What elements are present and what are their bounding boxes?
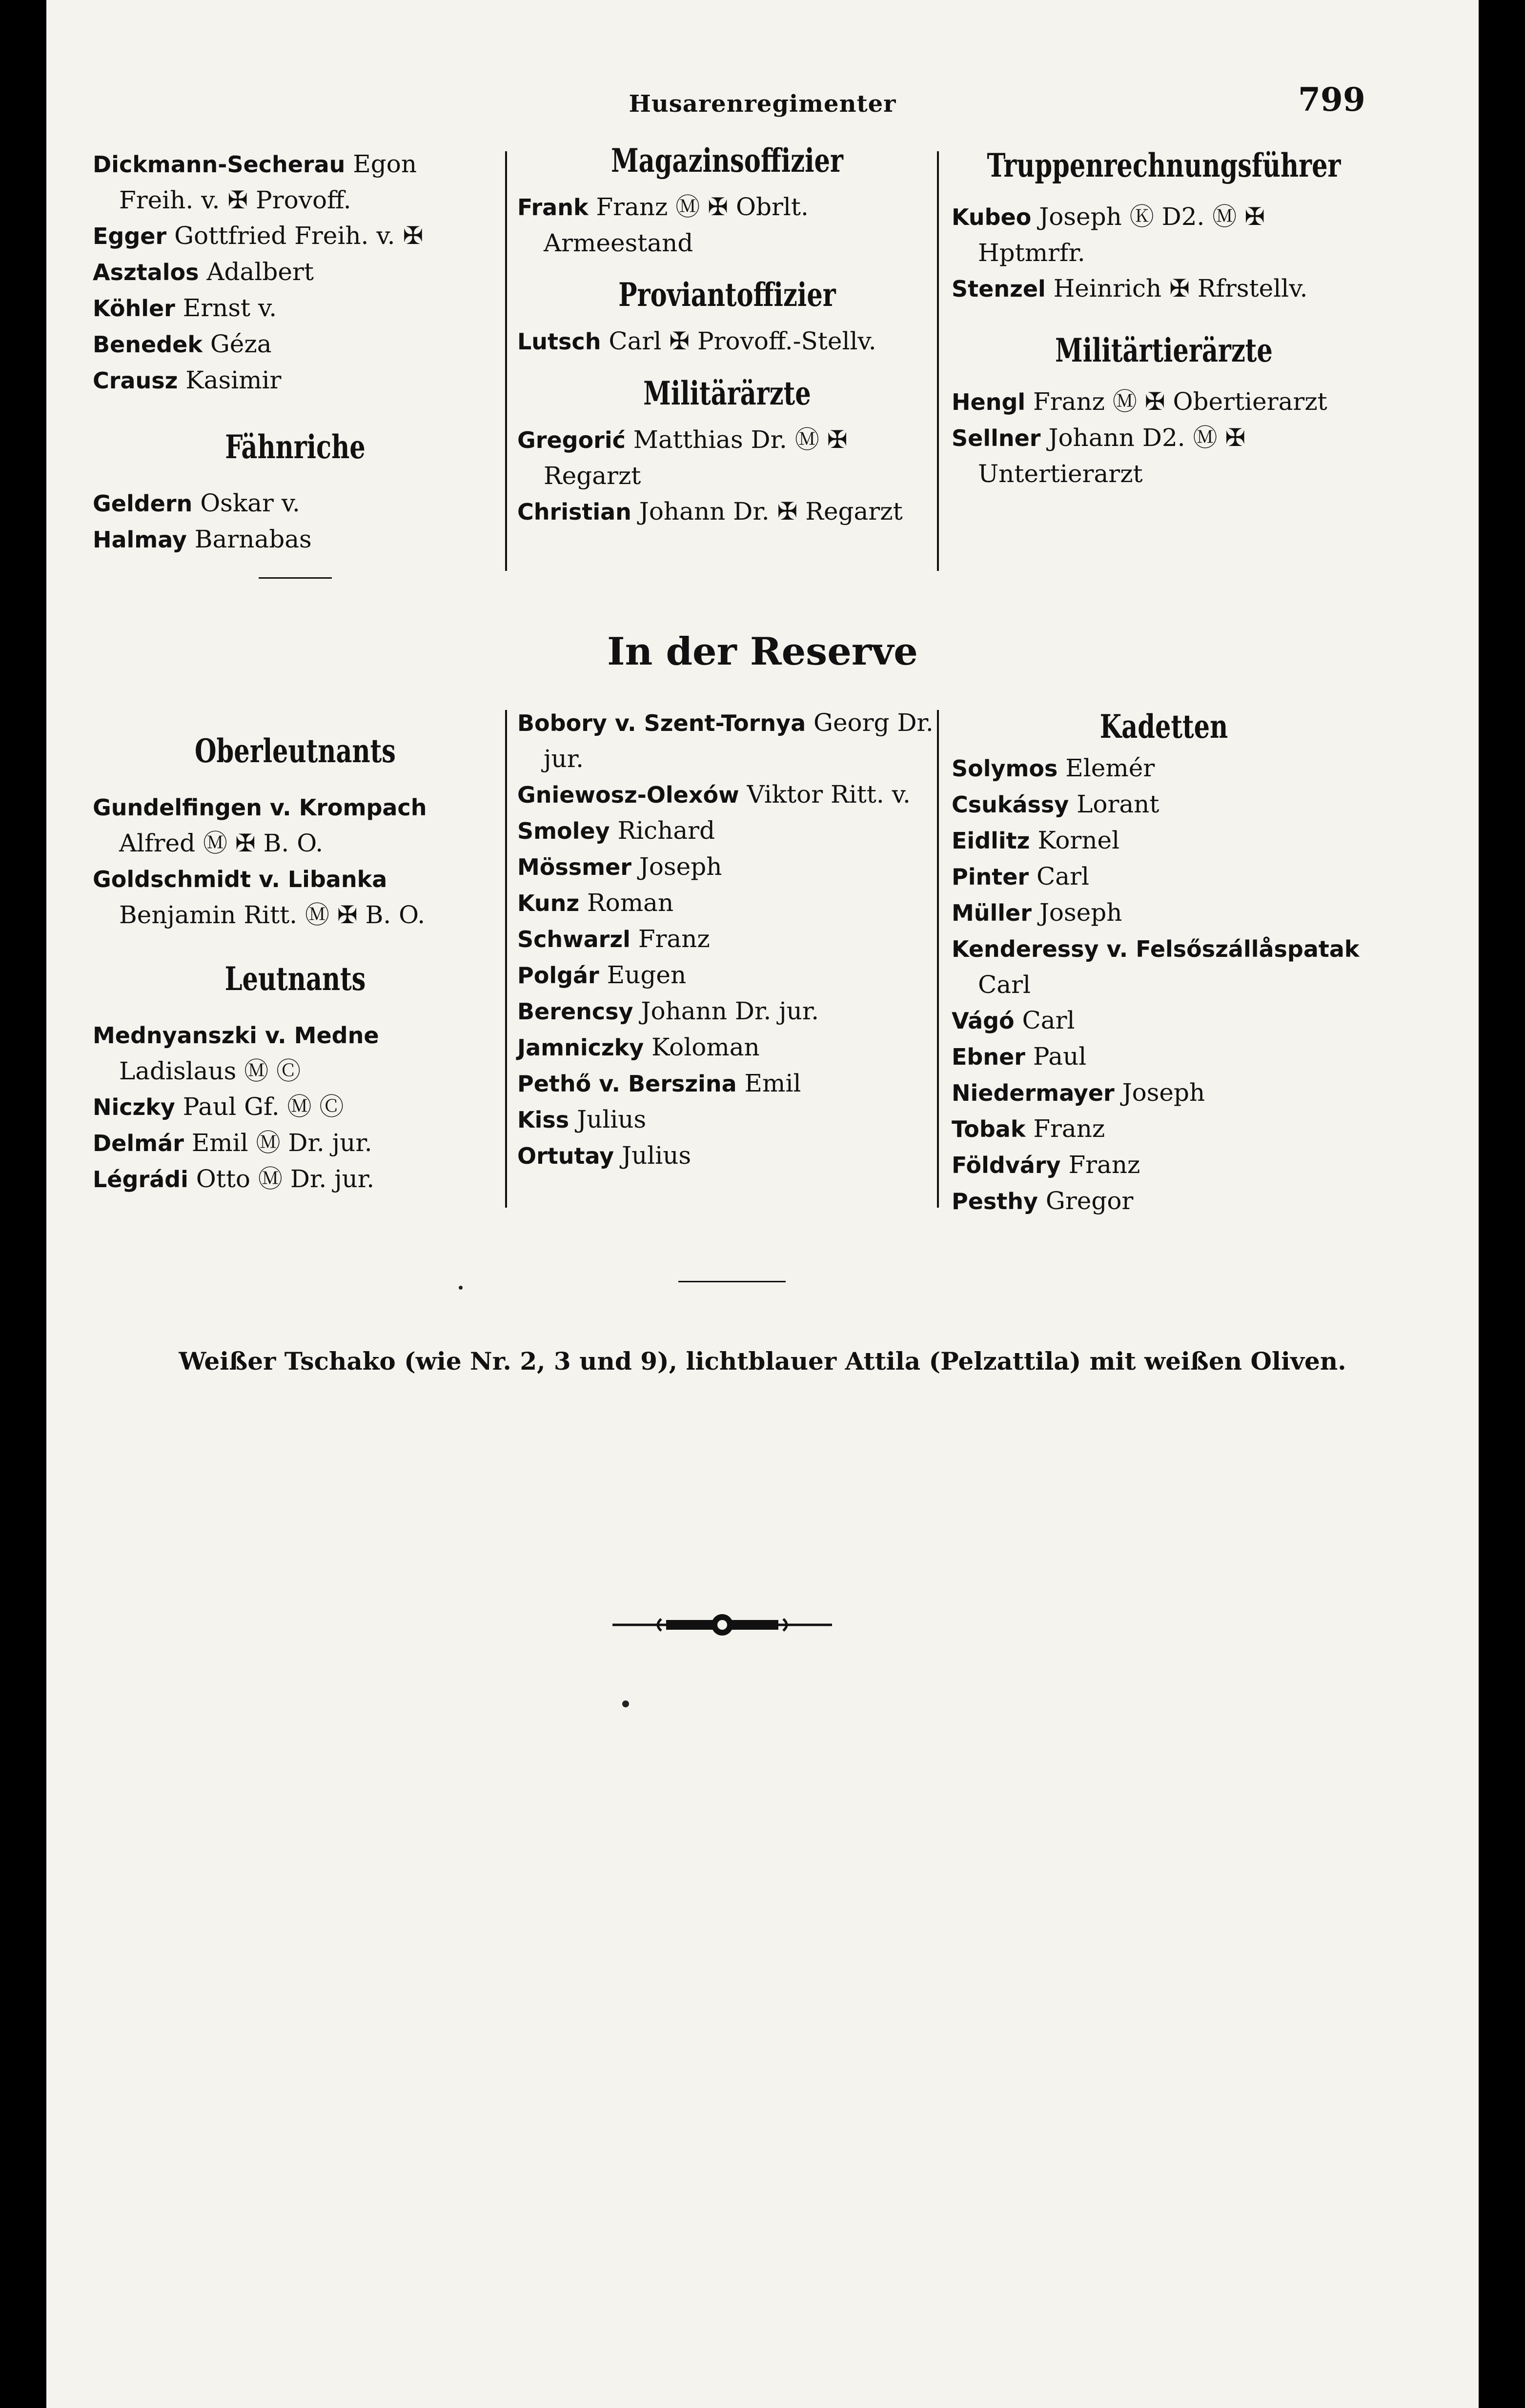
surname: Bobory v. Szent-Tornya xyxy=(517,710,806,736)
entry-details: Matthias Dr. Ⓜ ✠ Regarzt xyxy=(544,425,848,490)
entries-list xyxy=(93,146,498,399)
heading-proviantoffizier: Proviantoffizier xyxy=(618,276,836,314)
leutnants-list xyxy=(93,1017,498,1197)
list-item xyxy=(517,1066,937,1102)
entry-details: Gottfried Freih. v. ✠ xyxy=(166,222,424,250)
reserve-officers-list xyxy=(517,705,937,1174)
list-item xyxy=(517,705,937,777)
surname: Mednyanszki v. Medne xyxy=(93,1022,379,1049)
entry-details: Franz xyxy=(1025,1114,1105,1143)
magazin-list xyxy=(517,189,937,261)
entry-details: Julius xyxy=(614,1141,691,1170)
list-item xyxy=(93,326,498,363)
entry-details: Emil xyxy=(736,1069,801,1097)
entry-details: Alfred Ⓜ ✠ B. O. xyxy=(119,829,324,857)
surname: Smoley xyxy=(517,818,610,844)
list-item xyxy=(517,813,937,849)
column-divider xyxy=(937,151,939,571)
entry-details: Georg Dr. jur. xyxy=(544,708,934,773)
surname: Delmár xyxy=(93,1130,184,1156)
surname: Ortutay xyxy=(517,1143,614,1169)
list-item xyxy=(952,823,1376,859)
surname: Schwarzl xyxy=(517,926,630,952)
surname: Köhler xyxy=(93,295,175,322)
surname: Solymos xyxy=(952,755,1058,782)
list-item xyxy=(517,993,937,1030)
truppen-list xyxy=(952,199,1376,307)
list-item xyxy=(952,1147,1376,1183)
entry-details: Joseph Ⓚ D2. Ⓜ ✠ Hptmrfr. xyxy=(978,202,1265,267)
entry-details: Johann Dr. jur. xyxy=(633,997,819,1025)
list-item xyxy=(93,1017,498,1089)
surname: Müller xyxy=(952,900,1032,926)
surname: Frank xyxy=(517,194,589,221)
entry-details: Roman xyxy=(579,889,674,917)
surname: Asztalos xyxy=(93,259,199,285)
surname: Kenderessy v. Felsőszállåspatak xyxy=(952,936,1360,962)
list-item xyxy=(93,522,498,558)
faehnriche-list xyxy=(93,486,498,558)
list-item xyxy=(952,787,1376,823)
surname: Kubeo xyxy=(952,204,1032,230)
entry-details: Kasimir xyxy=(178,366,282,394)
surname: Niczky xyxy=(93,1094,175,1120)
entry-details: Paul xyxy=(1025,1042,1087,1071)
list-item xyxy=(517,777,937,813)
entry-details: Joseph xyxy=(631,852,722,881)
surname: Tobak xyxy=(952,1116,1026,1142)
entry-details: Barnabas xyxy=(186,525,312,553)
list-item xyxy=(952,1039,1376,1075)
surname: Csukássy xyxy=(952,791,1069,818)
surname: Gniewosz-Olexów xyxy=(517,782,739,808)
surname: Berencsy xyxy=(517,998,633,1025)
entry-details: Egon Freih. v. ✠ Provoff. xyxy=(119,150,417,214)
list-item xyxy=(517,422,937,494)
column-divider xyxy=(505,151,507,571)
entry-details: Benjamin Ritt. Ⓜ ✠ B. O. xyxy=(119,901,426,929)
list-item xyxy=(952,750,1376,787)
surname: Stenzel xyxy=(952,276,1046,302)
uniform-footnote: Weißer Tschako (wie Nr. 2, 3 und 9), lichtblauer Attila (Pelzattila) mit weißen Oliven. xyxy=(179,1347,1346,1376)
list-item xyxy=(517,1030,937,1066)
entry-details: Elemér xyxy=(1057,754,1155,782)
list-item xyxy=(952,1111,1376,1147)
list-item xyxy=(952,384,1376,420)
list-item xyxy=(93,146,498,218)
entry-details: Otto Ⓜ Dr. jur. xyxy=(188,1165,375,1193)
list-item xyxy=(93,1089,498,1125)
entry-details: Carl xyxy=(1014,1006,1075,1034)
list-item xyxy=(952,859,1376,895)
surname: Niedermayer xyxy=(952,1080,1115,1106)
entry-details: Johann D2. Ⓜ ✠ Untertierarzt xyxy=(978,424,1246,488)
list-item xyxy=(517,921,937,957)
entry-details: Géza xyxy=(202,330,272,358)
entry-details: Carl xyxy=(978,971,1031,999)
surname: Halmay xyxy=(93,526,187,553)
proviant-list xyxy=(517,324,937,360)
heading-kadetten: Kadetten xyxy=(1099,708,1228,746)
surname: Légrádi xyxy=(93,1166,188,1193)
list-item xyxy=(517,849,937,885)
surname: Goldschmidt v. Libanka xyxy=(93,866,387,892)
heading-militaeraerzte: Militärärzte xyxy=(643,374,811,412)
entry-details: Franz xyxy=(630,925,710,953)
list-item xyxy=(93,290,498,326)
list-item xyxy=(517,189,937,261)
entry-details: Viktor Ritt. v. xyxy=(739,780,911,809)
surname: Geldern xyxy=(93,490,193,517)
entry-details: Paul Gf. Ⓜ Ⓒ xyxy=(175,1093,344,1121)
column-divider xyxy=(505,710,507,1208)
entry-details: Franz xyxy=(1060,1151,1140,1179)
specks xyxy=(459,1286,463,1290)
entry-details: Richard xyxy=(610,816,715,845)
heading-magazinsoffizier: Magazinsoffizier xyxy=(611,142,843,180)
list-item xyxy=(952,1003,1376,1039)
column-divider xyxy=(937,710,939,1208)
list-item xyxy=(93,254,498,290)
surname: Gregorić xyxy=(517,427,626,453)
kadetten-list xyxy=(952,750,1376,1219)
surname: Lutsch xyxy=(517,328,601,355)
list-item xyxy=(517,885,937,921)
column-2-bottom xyxy=(517,705,937,1174)
list-item xyxy=(517,1138,937,1174)
list-item xyxy=(952,1183,1376,1219)
list-item xyxy=(952,271,1376,307)
entry-details: Adalbert xyxy=(199,258,314,286)
surname: Kiss xyxy=(517,1107,569,1133)
list-item xyxy=(93,1125,498,1161)
surname: Földváry xyxy=(952,1152,1061,1178)
list-item xyxy=(517,957,937,993)
column-1-top xyxy=(93,146,498,579)
entry-details: Ladislaus Ⓜ Ⓒ xyxy=(119,1057,301,1085)
list-item xyxy=(952,199,1376,271)
list-item xyxy=(93,486,498,522)
column-3-bottom xyxy=(952,708,1376,1219)
heading-faehnriche: Fähnriche xyxy=(225,428,366,466)
entry-details: Emil Ⓜ Dr. jur. xyxy=(183,1129,372,1157)
aerzte-list xyxy=(517,422,937,530)
list-item xyxy=(952,1075,1376,1111)
entry-details: Carl ✠ Provoff.-Stellv. xyxy=(601,327,876,355)
surname: Polgár xyxy=(517,962,599,989)
surname: Pesthy xyxy=(952,1188,1038,1214)
heading-in-der-reserve: In der Reserve xyxy=(607,629,918,674)
heading-militaertieraerzte: Militärtierärzte xyxy=(1055,331,1273,369)
surname: Gundelfingen v. Krompach xyxy=(93,794,427,821)
oberleutnants-list xyxy=(93,789,498,933)
list-item xyxy=(93,218,498,254)
surname: Vágó xyxy=(952,1008,1015,1034)
surname: Pinter xyxy=(952,864,1029,890)
column-2-top xyxy=(517,142,937,530)
list-item xyxy=(93,363,498,399)
list-item xyxy=(952,931,1376,1003)
entry-details: Gregor xyxy=(1038,1187,1134,1215)
entry-details: Eugen xyxy=(599,961,687,989)
list-item xyxy=(517,1102,937,1138)
surname: Benedek xyxy=(93,331,203,358)
entry-details: Koloman xyxy=(644,1033,760,1061)
surname: Sellner xyxy=(952,425,1041,451)
entry-details: Lorant xyxy=(1069,790,1159,818)
page-number: 799 xyxy=(1298,81,1365,119)
list-item xyxy=(952,420,1376,492)
list-item xyxy=(93,861,498,933)
column-3-top xyxy=(952,146,1376,492)
tieraerzte-list xyxy=(952,384,1376,492)
entry-details: Ernst v. xyxy=(175,294,277,322)
heading-oberleutnants: Oberleutnants xyxy=(195,732,396,770)
entry-details: Joseph xyxy=(1114,1078,1205,1107)
left-scan-margin xyxy=(0,0,46,2408)
entry-details: Joseph xyxy=(1031,898,1122,927)
surname: Mössmer xyxy=(517,854,631,880)
list-item xyxy=(517,494,937,530)
list-item xyxy=(93,789,498,861)
entry-details: Julius xyxy=(569,1105,647,1133)
entry-details: Carl xyxy=(1029,862,1089,890)
surname: Dickmann-Secherau xyxy=(93,151,346,178)
ornament-divider-icon xyxy=(612,1610,832,1639)
divider xyxy=(259,577,332,579)
running-header: Husarenregimenter xyxy=(629,90,896,118)
right-scan-margin xyxy=(1479,0,1525,2408)
surname: Ebner xyxy=(952,1044,1025,1070)
list-item xyxy=(952,895,1376,931)
heading-leutnants: Leutnants xyxy=(224,960,366,998)
entry-details: Franz Ⓜ ✠ Obertierarzt xyxy=(1025,387,1327,416)
specks xyxy=(622,1700,629,1707)
entry-details: Kornel xyxy=(1030,826,1120,854)
surname: Hengl xyxy=(952,389,1026,415)
list-item xyxy=(517,324,937,360)
column-1-bottom xyxy=(93,732,498,1197)
surname: Pethő v. Berszina xyxy=(517,1071,737,1097)
surname: Kunz xyxy=(517,890,580,916)
divider xyxy=(678,1281,786,1282)
surname: Crausz xyxy=(93,367,178,394)
surname: Egger xyxy=(93,223,167,249)
entry-details: Oskar v. xyxy=(192,489,300,517)
surname: Jamniczky xyxy=(517,1034,644,1061)
entry-details: Franz Ⓜ ✠ Obrlt. Armeestand xyxy=(544,193,809,257)
surname: Christian xyxy=(517,499,631,525)
surname: Eidlitz xyxy=(952,828,1030,854)
entry-details: Heinrich ✠ Rfrstellv. xyxy=(1045,274,1308,303)
heading-truppenrechnungsfuehrer: Truppenrechnungsführer xyxy=(987,146,1341,184)
entry-details: Johann Dr. ✠ Regarzt xyxy=(631,497,903,526)
list-item xyxy=(93,1161,498,1197)
